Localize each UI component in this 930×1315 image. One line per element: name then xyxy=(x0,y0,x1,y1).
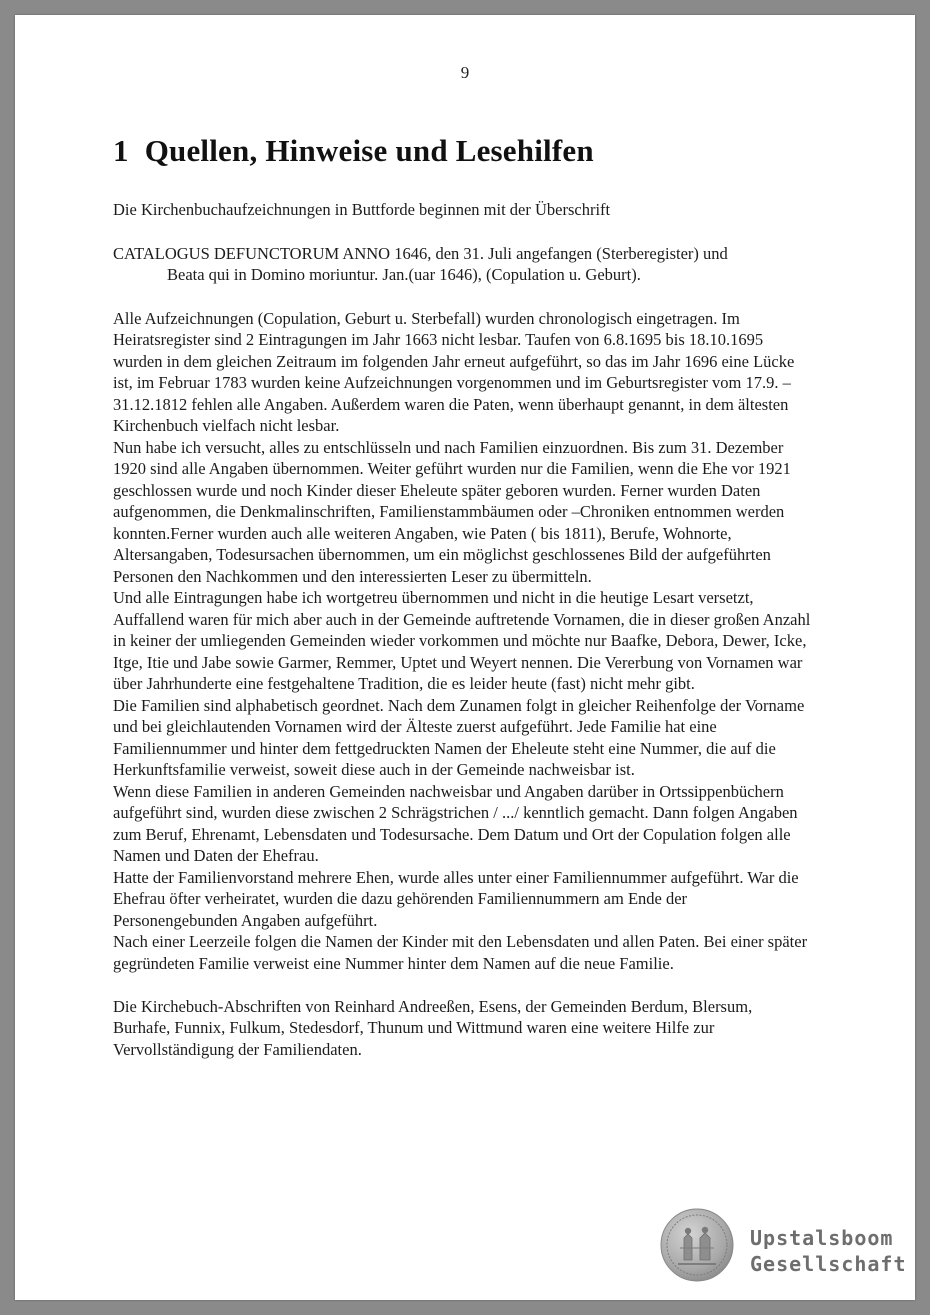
paragraph-4: Die Familien sind alphabetisch geordnet. Nach dem Zunamen folgt in gleicher Reihenfolge der Vorname und bei gleichlautenden Vornamen wird der Älteste zuerst aufgeführt. Jede Familie hat eine Familiennummer und hinter dem fettgedruckten Namen der Eheleute steht eine Nummer, die auf die Herkunftsfamilie verweist, soweit diese auch in der Gemeinde nachweisbar ist. xyxy=(113,695,805,779)
document-page xyxy=(15,15,915,1300)
paragraph-spacer xyxy=(113,974,813,996)
paragraph-1: Alle Aufzeichnungen (Copulation, Geburt u. Sterbefall) wurden chronologisch eingetragen. Im Heiratsregister sind 2 Eintragungen im Jahr 1663 nicht lesbar. Taufen von 6.8.1695 bis 18.10.1695 wurden in dem gleichen Zeitraum im folgenden Jahr erneut aufgeführt, so das im Jahr 1696 eine Lücke ist, im Februar 1783 wurden keine Aufzeichnungen vorgenommen und im Geburtsregister vom 17.9. – 31.12.1812 fehlen alle Angaben. Außerdem waren die Paten, wenn überhaupt genannt, in dem ältesten Kirchenbuch vielfach nicht lesbar. xyxy=(113,308,795,435)
intro-paragraph: Die Kirchenbuchaufzeichnungen in Buttforde beginnen mit der Überschrift xyxy=(113,200,611,219)
paragraph-5: Wenn diese Familien in anderen Gemeinden nachweisbar und Angaben darüber in Ortssippenbüchern aufgeführt sind, wurden diese zwischen 2 Schrägstrichen / .../ kenntlich gemacht. Dann folgen Angaben zum Beruf, Ehrenamt, Lebensdaten und Todesursache. Dem Datum und Ort der Copulation folgen alle Namen und Daten der Ehefrau. xyxy=(113,781,798,865)
society-name-line-1: Upstalsboom xyxy=(750,1226,894,1250)
section-number: 1 xyxy=(113,133,129,168)
paragraph-2: Nun habe ich versucht, alles zu entschlüsseln und nach Familien einzuordnen. Bis zum 31. Dezember 1920 sind alle Angaben übernommen. Weiter geführt wurden nur die Familien, wenn die Ehe vor 1921 geschlossen wurde und noch Kinder dieser Eheleute später geboren wurden. Ferner wurden Daten aufgenommen, die Denkmalinschriften, Familienstammbäumen oder –Chroniken entnommen werden konnten.Ferner wurden auch alle weiteren Angaben, wie Paten ( bis 1811), Berufe, Wohnorte, Altersangaben, Todesursachen übernommen, um ein möglichst geschlossenes Bild der aufgeführten Personen den Nachkommen und den interessierten Leser zu übermitteln. xyxy=(113,437,791,586)
body-text xyxy=(113,199,813,1060)
society-logo xyxy=(750,1225,907,1277)
catalogus-line-1: CATALOGUS DEFUNCTORUM ANNO 1646, den 31. Juli angefangen (Sterberegister) und xyxy=(113,243,728,263)
paragraph-6: Hatte der Familienvorstand mehrere Ehen, wurde alles unter einer Familiennummer aufgeführt. War die Ehefrau öfter verheiratet, wurden die dazu gehörenden Familiennummern am Ende der Personengebunden Angaben aufgeführt. xyxy=(113,867,799,930)
paragraph-3: Und alle Eintragungen habe ich wortgetreu übernommen und nicht in die heutige Lesart versetzt, Auffallend waren für mich aber auch in der Gemeinde auftretende Vornamen, die in dieser großen Anzahl in keiner der umliegenden Gemeinden wieder vorkommen und möchte nur Baafke, Debora, Dewer, Icke, Itge, Itie und Jabe sowie Garmer, Remmer, Uptet und Weyert nennen. Die Vererbung von Vornamen war über Jahrhunderte eine festgehaltene Tradition, die es leider heute (fast) nicht mehr gibt. xyxy=(113,588,811,693)
closing-paragraph: Die Kirchebuch-Abschriften von Reinhard Andreeßen, Esens, der Gemeinden Berdum, Blersum, Burhafe, Funnix, Fulkum, Stedesdorf, Thunum und Wittmund waren eine weitere Hilfe zur Vervollständigung der Familiendaten. xyxy=(113,996,753,1059)
catalogus-paragraph xyxy=(113,243,813,286)
page-number: 9 xyxy=(460,63,470,82)
paragraph-7: Nach einer Leerzeile folgen die Namen der Kinder mit den Lebensdaten und allen Paten. Bei einer später gegründeten Familie verweist eine Nummer hinter dem Namen auf die neue Familie. xyxy=(113,932,808,973)
society-name-line-2: Gesellschaft xyxy=(750,1252,907,1276)
section-title: Quellen, Hinweise und Lesehilfen xyxy=(144,133,594,168)
catalogus-line-2: Beata qui in Domino moriuntur. Jan.(uar 1646), (Copulation u. Geburt). xyxy=(167,265,641,284)
section-heading xyxy=(113,133,594,169)
seal-icon xyxy=(660,1208,734,1282)
